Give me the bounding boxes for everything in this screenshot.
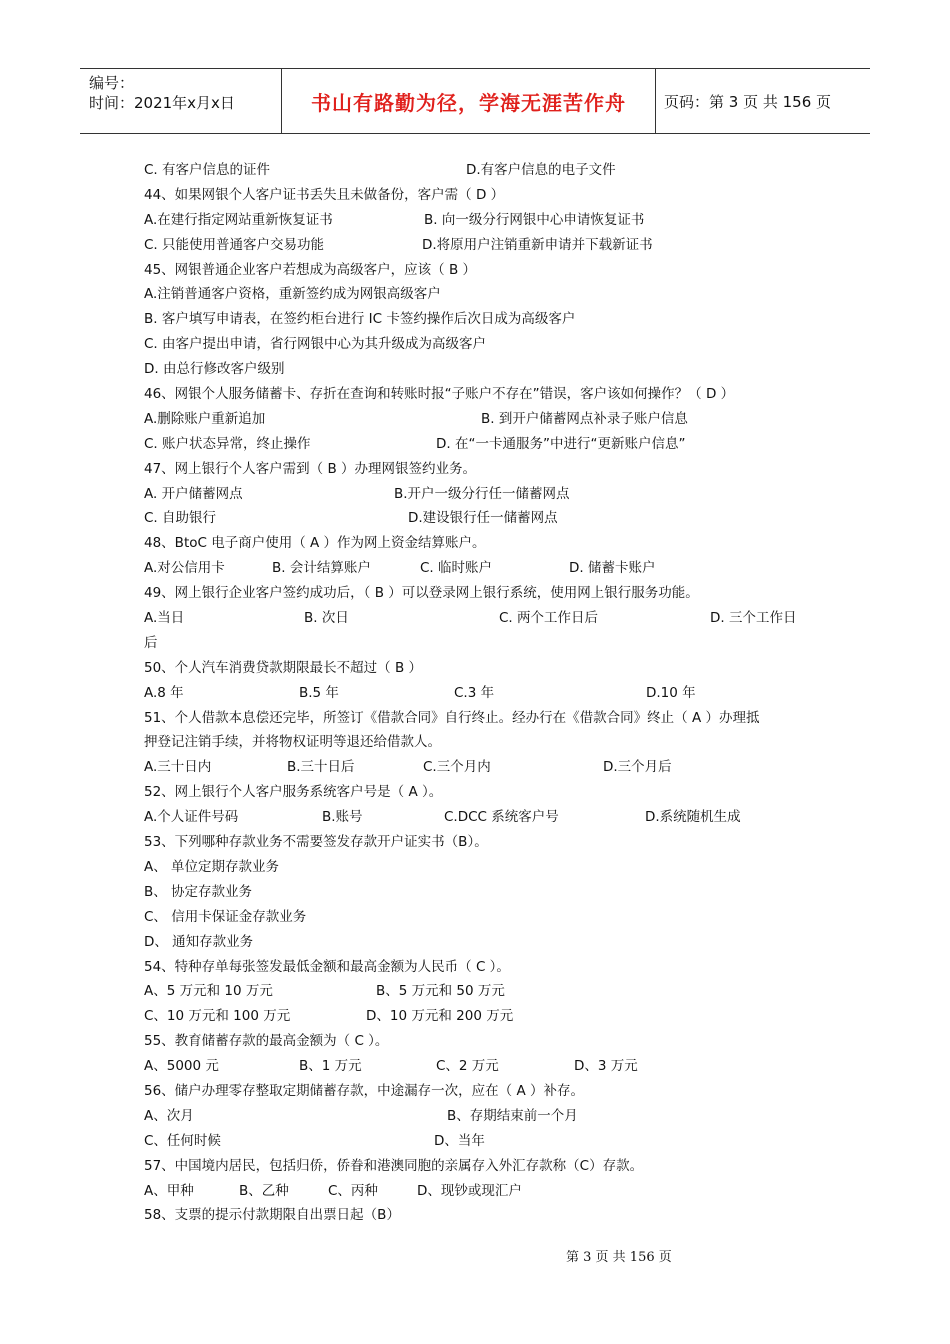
text-segment: C.三个月内 bbox=[423, 759, 491, 776]
text-line bbox=[144, 706, 816, 731]
text-segment: D、 通知存款业务 bbox=[144, 933, 254, 950]
text-segment: 45、网银普通企业客户若想成为高级客户，应该（ B ） bbox=[144, 261, 477, 278]
text-line bbox=[144, 1029, 816, 1054]
text-line bbox=[144, 1179, 816, 1204]
text-line bbox=[144, 183, 816, 208]
text-segment: D、当年 bbox=[434, 1132, 485, 1149]
text-segment: C.3 年 bbox=[454, 684, 495, 701]
text-segment: B.账号 bbox=[322, 809, 363, 826]
text-segment: 46、网银个人服务储蓄卡、存折在查询和转账时报“子账户不存在”错误，客户该如何操作？（ D ） bbox=[144, 386, 735, 403]
text-segment: A.当日 bbox=[144, 610, 185, 627]
text-segment: A.8 年 bbox=[144, 684, 184, 701]
text-segment: C. 临时账户 bbox=[420, 560, 493, 577]
text-segment: 55、教育储蓄存款的最高金额为（ C ）。 bbox=[144, 1033, 389, 1050]
time-label: 时间：2021年x月x日 bbox=[89, 94, 235, 112]
text-segment: D.系统随机生成 bbox=[645, 809, 741, 826]
text-segment: B、1 万元 bbox=[299, 1058, 362, 1075]
text-line bbox=[144, 282, 816, 307]
text-line bbox=[144, 556, 816, 581]
text-segment: A、 单位定期存款业务 bbox=[144, 858, 280, 875]
text-segment: A.个人证件号码 bbox=[144, 809, 239, 826]
text-segment: B.开户一级分行任一储蓄网点 bbox=[394, 485, 570, 502]
text-segment: D.有客户信息的电子文件 bbox=[466, 162, 616, 178]
text-segment: D、现钞或现汇户 bbox=[417, 1182, 522, 1199]
text-segment: 58、支票的提示付款期限自出票日起（B） bbox=[144, 1207, 400, 1224]
text-segment: A.三十日内 bbox=[144, 759, 212, 776]
text-segment: A、5 万元和 10 万元 bbox=[144, 983, 273, 1000]
page-header bbox=[80, 68, 870, 134]
text-line bbox=[144, 730, 816, 755]
text-segment: 50、个人汽车消费贷款期限最长不超过（ B ） bbox=[144, 659, 423, 676]
text-line bbox=[144, 755, 816, 780]
text-line bbox=[144, 830, 816, 855]
text-segment: C、 信用卡保证金存款业务 bbox=[144, 908, 307, 925]
text-line bbox=[144, 606, 816, 631]
text-line bbox=[144, 506, 816, 531]
text-line bbox=[144, 432, 816, 457]
text-segment: B. 次日 bbox=[304, 610, 349, 627]
text-segment: 押登记注销手续，并将物权证明等退还给借款人。 bbox=[144, 734, 441, 751]
text-line bbox=[144, 1004, 816, 1029]
text-line bbox=[144, 955, 816, 980]
text-segment: C. 账户状态异常，终止操作 bbox=[144, 435, 311, 452]
text-segment: 48、BtoC 电子商户使用（ A ）作为网上资金结算账户。 bbox=[144, 535, 486, 552]
text-line bbox=[144, 1203, 816, 1228]
text-line bbox=[144, 581, 816, 606]
text-segment: 54、特种存单每张签发最低金额和最高金额为人民币（ C ）。 bbox=[144, 958, 510, 975]
text-segment: D.10 年 bbox=[646, 684, 696, 701]
text-segment: D.三个月后 bbox=[603, 759, 672, 776]
text-line bbox=[144, 1129, 816, 1154]
text-line bbox=[144, 880, 816, 905]
text-line bbox=[144, 233, 816, 258]
text-segment: A、次月 bbox=[144, 1107, 194, 1124]
text-line bbox=[144, 382, 816, 407]
text-line bbox=[144, 1104, 816, 1129]
text-segment: A.在建行指定网站重新恢复证书 bbox=[144, 211, 333, 228]
text-segment: B、乙种 bbox=[239, 1182, 289, 1199]
number-label: 编号： bbox=[89, 74, 135, 92]
document-body bbox=[144, 158, 816, 1228]
text-segment: C. 有客户信息的证件 bbox=[144, 162, 271, 178]
text-line bbox=[144, 681, 816, 706]
text-line bbox=[144, 457, 816, 482]
text-segment: C、任何时候 bbox=[144, 1132, 221, 1149]
text-segment: D.建设银行任一储蓄网点 bbox=[408, 510, 558, 527]
text-segment: D、3 万元 bbox=[574, 1058, 638, 1075]
text-segment: 44、如果网银个人客户证书丢失且未做备份，客户需（ D ） bbox=[144, 186, 505, 203]
text-segment: D.将原用户注销重新申请并下载新证书 bbox=[422, 236, 653, 253]
text-segment: C、2 万元 bbox=[436, 1058, 499, 1075]
text-segment: 51、个人借款本息偿还完毕，所签订《借款合同》自行终止。经办行在《借款合同》终止（ A ）办理抵 bbox=[144, 709, 760, 726]
text-segment: D. 三个工作日 bbox=[710, 610, 797, 627]
text-segment: 57、中国境内居民，包括归侨，侨眷和港澳同胞的亲属存入外汇存款称（C）存款。 bbox=[144, 1157, 644, 1174]
text-segment: B.三十日后 bbox=[287, 759, 355, 776]
text-segment: 56、储户办理零存整取定期储蓄存款，中途漏存一次，应在（ A ）补存。 bbox=[144, 1082, 584, 1099]
header-motto: 书山有路勤为径，学海无涯苦作舟 bbox=[282, 69, 656, 133]
header-meta bbox=[80, 69, 282, 133]
text-segment: B. 到开户储蓄网点补录子账户信息 bbox=[481, 410, 688, 427]
footer-page-number: 第 3 页 共 156 页 bbox=[566, 1250, 672, 1265]
text-line bbox=[144, 332, 816, 357]
text-segment: 53、下列哪种存款业务不需要签发存款开户证实书（B）。 bbox=[144, 834, 488, 851]
text-segment: A.删除账户重新追加 bbox=[144, 410, 266, 427]
text-line bbox=[144, 631, 816, 656]
text-line bbox=[144, 656, 816, 681]
text-segment: 49、网上银行企业客户签约成功后，（ B ）可以登录网上银行系统，使用网上银行服务功能。 bbox=[144, 585, 699, 602]
text-segment: C. 只能使用普通客户交易功能 bbox=[144, 236, 325, 253]
text-segment: D. 在“一卡通服务”中进行“更新账户信息” bbox=[436, 435, 686, 452]
text-segment: D. 储蓄卡账户 bbox=[569, 560, 656, 577]
text-line bbox=[144, 482, 816, 507]
text-line bbox=[144, 258, 816, 283]
text-segment: 47、网上银行个人客户需到（ B ）办理网银签约业务。 bbox=[144, 460, 477, 477]
text-segment: A.对公信用卡 bbox=[144, 560, 225, 577]
text-segment: C. 由客户提出申请，省行网银中心为其升级成为高级客户 bbox=[144, 336, 487, 353]
text-line bbox=[144, 1054, 816, 1079]
text-segment: C、丙种 bbox=[328, 1182, 378, 1199]
text-segment: C.DCC 系统客户号 bbox=[444, 809, 559, 826]
text-line bbox=[144, 357, 816, 382]
text-line bbox=[144, 531, 816, 556]
text-segment: C. 自助银行 bbox=[144, 510, 217, 527]
text-segment: 52、网上银行个人客户服务系统客户号是（ A ）。 bbox=[144, 784, 443, 801]
text-segment: A. 开户储蓄网点 bbox=[144, 485, 243, 502]
text-line bbox=[144, 1154, 816, 1179]
text-line bbox=[144, 905, 816, 930]
text-segment: A.注销普通客户资格，重新签约成为网银高级客户 bbox=[144, 286, 441, 303]
text-line bbox=[144, 1079, 816, 1104]
text-segment: 后 bbox=[144, 634, 158, 651]
text-line bbox=[144, 805, 816, 830]
text-line bbox=[144, 158, 816, 183]
text-segment: B. 向一级分行网银中心申请恢复证书 bbox=[424, 211, 645, 228]
text-line bbox=[144, 307, 816, 332]
text-segment: B、5 万元和 50 万元 bbox=[376, 983, 505, 1000]
text-line bbox=[144, 930, 816, 955]
text-segment: D、10 万元和 200 万元 bbox=[366, 1008, 514, 1025]
text-line bbox=[144, 780, 816, 805]
text-segment: B. 会计结算账户 bbox=[272, 560, 371, 577]
text-line bbox=[144, 208, 816, 233]
text-segment: B.5 年 bbox=[299, 684, 339, 701]
text-line bbox=[144, 855, 816, 880]
text-segment: B、 协定存款业务 bbox=[144, 883, 253, 900]
header-page-number: 页码：第 3 页 共 156 页 bbox=[664, 92, 832, 111]
text-segment: D. 由总行修改客户级别 bbox=[144, 361, 285, 378]
text-segment: B. 客户填写申请表，在签约柜台进行 IC 卡签约操作后次日成为高级客户 bbox=[144, 311, 576, 328]
text-segment: C. 两个工作日后 bbox=[499, 610, 599, 627]
text-line bbox=[144, 979, 816, 1004]
text-segment: B、存期结束前一个月 bbox=[447, 1107, 578, 1124]
text-segment: C、10 万元和 100 万元 bbox=[144, 1008, 291, 1025]
text-segment: A、甲种 bbox=[144, 1182, 194, 1199]
text-segment: A、5000 元 bbox=[144, 1058, 219, 1075]
text-line bbox=[144, 407, 816, 432]
